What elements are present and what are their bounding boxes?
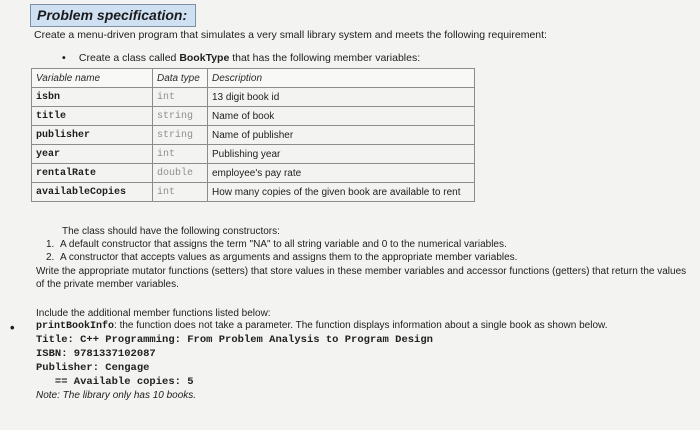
table-row	[32, 164, 475, 183]
member-variables-table	[31, 68, 475, 202]
class-name: BookType	[179, 52, 230, 64]
code-line: == Available copies: 5	[36, 376, 194, 388]
print-info-function: printBookInfo	[36, 321, 115, 332]
intro-text: Create a menu-driven program that simulates a very small library system and meets the following requirement:	[34, 29, 547, 41]
cell-type: string	[153, 107, 208, 126]
bullet-icon: •	[10, 320, 15, 335]
constructor-text: A constructor that accepts values as arguments and assigns them to the appropriate member variables.	[60, 252, 518, 263]
cell-desc: Publishing year	[208, 145, 475, 164]
cell-desc: Name of book	[208, 107, 475, 126]
table-header-row	[32, 69, 475, 88]
constructor-item	[46, 239, 507, 250]
class-bullet	[62, 52, 420, 64]
table-row	[32, 88, 475, 107]
table-row	[32, 126, 475, 145]
cell-name: title	[32, 107, 153, 126]
table-row	[32, 183, 475, 202]
cell-type: int	[153, 88, 208, 107]
cell-type: string	[153, 126, 208, 145]
print-info-line	[36, 320, 607, 332]
page-title: Problem specification:	[30, 4, 196, 27]
cell-desc: Name of publisher	[208, 126, 475, 145]
constructor-number: 2.	[46, 252, 55, 263]
constructor-text: A default constructor that assigns the term "NA" to all string variable and 0 to the numerical variables.	[60, 239, 507, 250]
constructor-number: 1.	[46, 239, 55, 250]
cell-name: publisher	[32, 126, 153, 145]
header-variable-name: Variable name	[32, 69, 153, 88]
header-description: Description	[208, 69, 475, 88]
code-line: Publisher: Cengage	[36, 362, 150, 374]
class-bullet-suffix: that has the following member variables:	[229, 52, 421, 64]
cell-type: double	[153, 164, 208, 183]
cell-name: isbn	[32, 88, 153, 107]
print-info-desc: : the function does not take a parameter. The function displays information about a single book as shown below.	[114, 320, 608, 331]
constructor-item	[46, 252, 517, 263]
note-text: Note: The library only has 10 books.	[36, 390, 197, 401]
bullet-icon: •	[62, 52, 66, 64]
cell-type: int	[153, 145, 208, 164]
cell-name: availableCopies	[32, 183, 153, 202]
cell-name: year	[32, 145, 153, 164]
table-row	[32, 145, 475, 164]
cell-type: int	[153, 183, 208, 202]
table-row	[32, 107, 475, 126]
include-text: Include the additional member functions listed below:	[36, 308, 271, 319]
header-data-type: Data type	[153, 69, 208, 88]
class-bullet-prefix: Create a class called	[78, 52, 180, 64]
code-line: Title: C++ Programming: From Problem Analysis to Program Design	[36, 334, 433, 346]
constructors-intro: The class should have the following constructors:	[62, 226, 280, 237]
cell-desc: 13 digit book id	[208, 88, 475, 107]
mutator-text: Write the appropriate mutator functions (setters) that store values in these member variables and accessor functions (getters) that return the values of the private member variables.	[36, 266, 687, 290]
code-line: ISBN: 9781337102087	[36, 348, 156, 360]
cell-name: rentalRate	[32, 164, 153, 183]
cell-desc: employee's pay rate	[208, 164, 475, 183]
cell-desc: How many copies of the given book are available to rent	[208, 183, 475, 202]
